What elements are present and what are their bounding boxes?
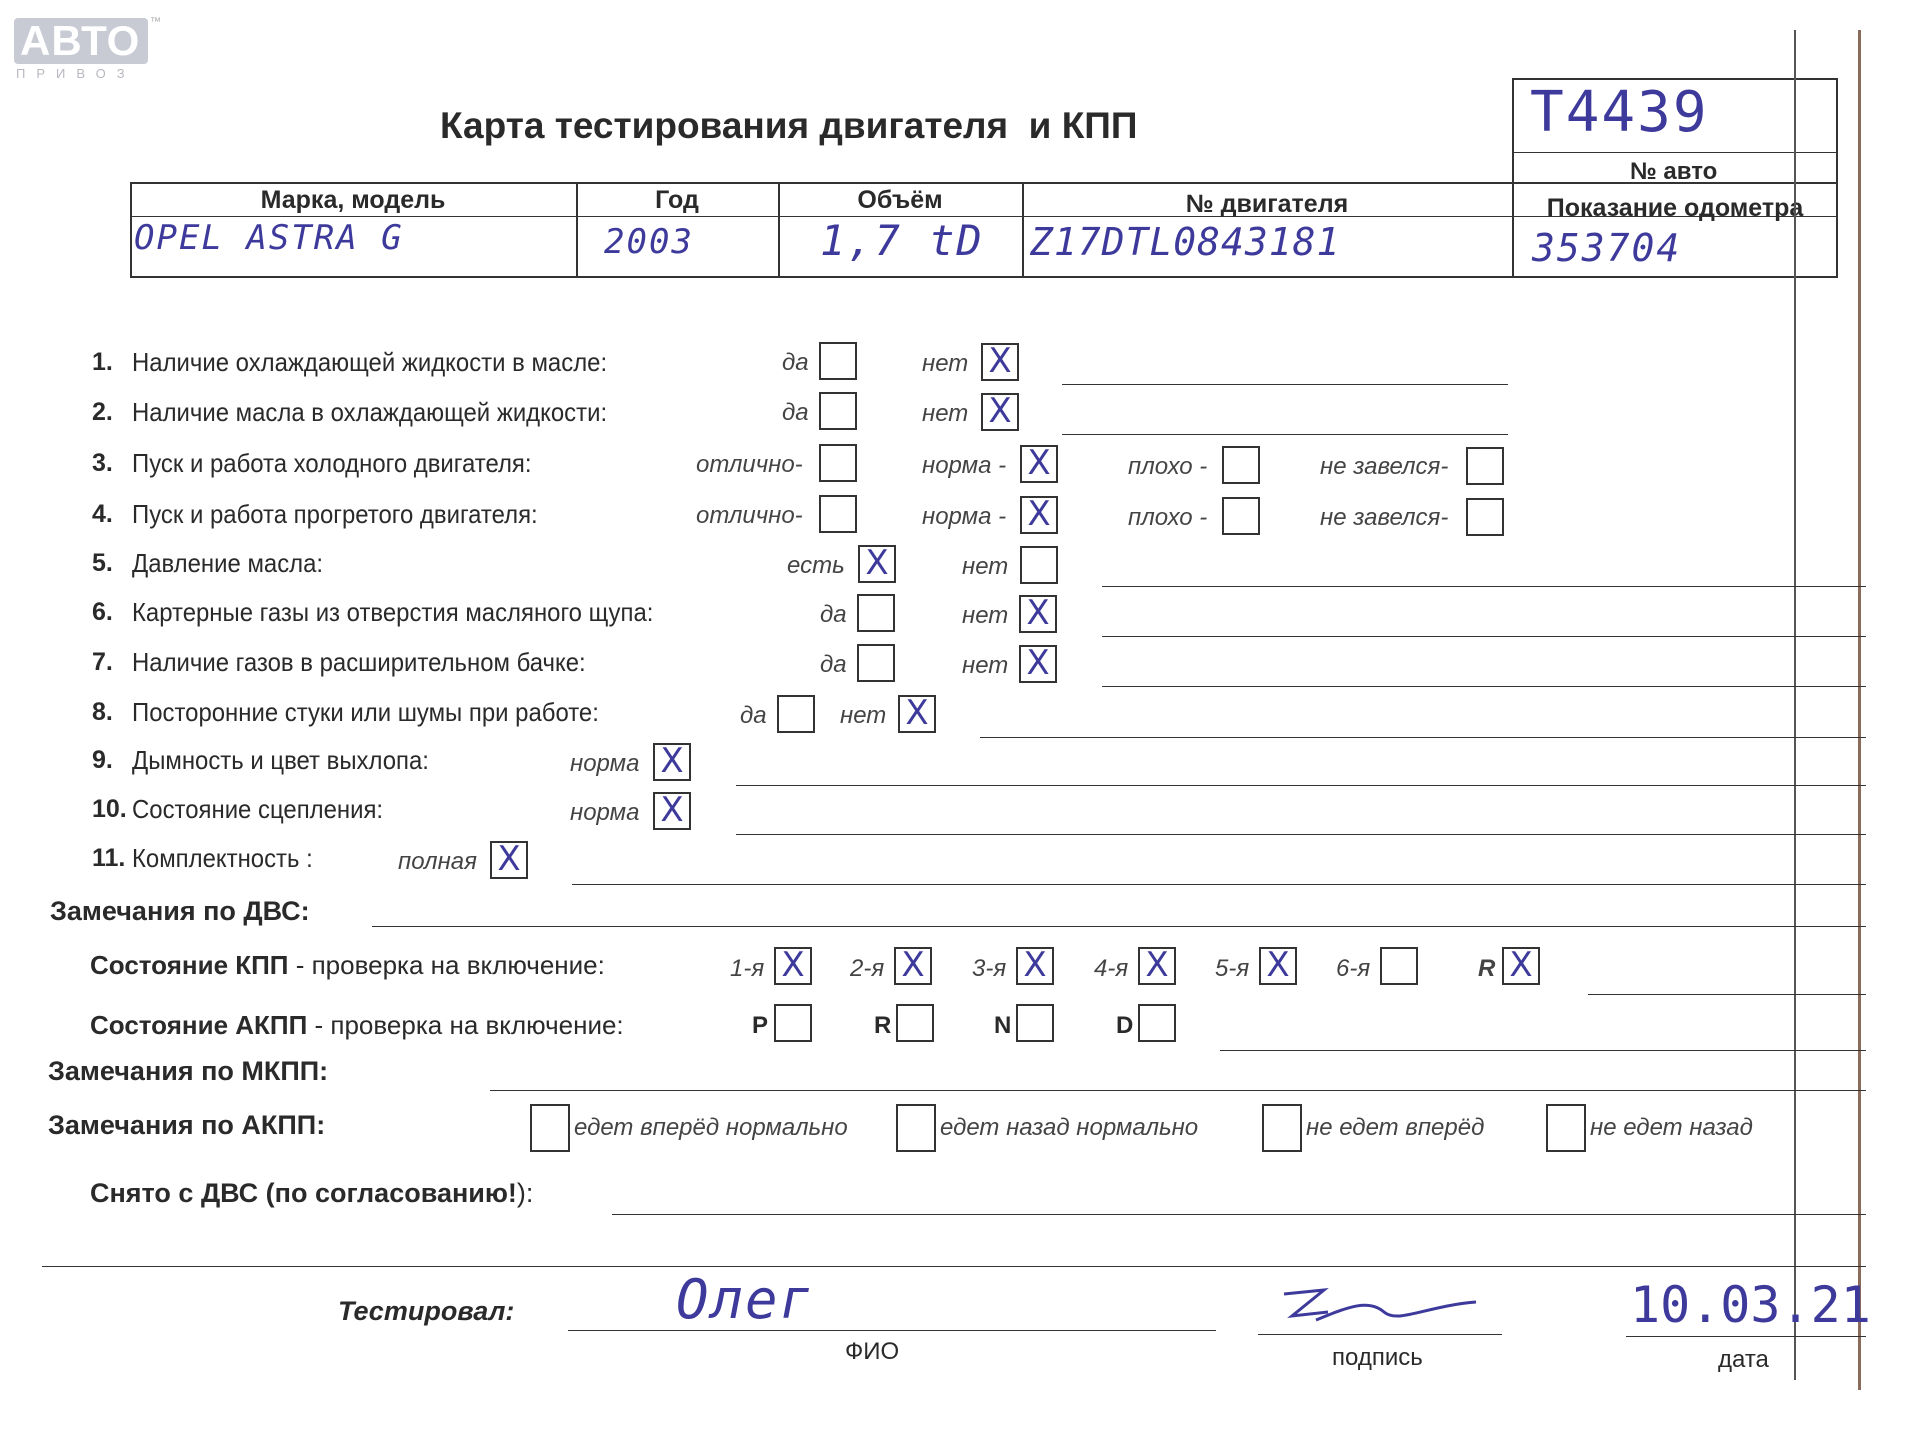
question-number: 7. [92,648,113,676]
car-number-label: № авто [1630,158,1718,185]
signature-label: подпись [1332,1344,1423,1371]
check-mark-icon: X [905,693,929,733]
option-yes-label: да [782,349,809,376]
option-bad-label: плохо - [1128,504,1208,531]
option-no-label: нет [922,400,969,427]
car-number-value: T4439 [1530,80,1709,145]
option-normal-label: норма - [922,452,1007,479]
answer-line [572,884,1866,885]
question-number: 6. [92,598,113,626]
gear-checkbox[interactable] [1138,947,1176,985]
gear-label: 2-я [850,955,885,982]
option-no-label: нет [840,702,887,729]
checkbox-excellent[interactable] [819,444,857,482]
question-text: Дымность и цвет выхлопа: [132,745,429,775]
checkbox-bad[interactable] [1222,446,1260,484]
answer-line [1102,586,1866,587]
remarks-mkpp-label: Замечания по МКПП: [48,1056,329,1086]
question-number: 11. [92,844,126,872]
checkbox-normal[interactable] [653,792,691,830]
gear-label: 5-я [1215,955,1250,982]
check-mark-icon: X [1509,945,1533,985]
akpp-label-rest: - проверка на включение: [307,1010,624,1040]
checkbox-normal[interactable] [653,743,691,781]
removed-label-bold: Снято с ДВС (по согласованию! [90,1178,517,1208]
checkbox-yes[interactable] [777,695,815,733]
answer-line [736,785,1866,786]
answer-line [1062,384,1508,385]
question-number: 8. [92,698,113,726]
mode-checkbox[interactable] [1016,1004,1054,1042]
option-yes-label: да [820,601,847,628]
akpp-remark-label: не едет вперёд [1306,1114,1485,1141]
option-excellent-label: отлично- [696,502,803,529]
question-number: 1. [92,348,113,376]
question-text: Посторонние стуки или шумы при работе: [132,697,599,727]
option-no-label: нет [922,350,969,377]
question-number: 4. [92,500,113,528]
question-number: 9. [92,746,113,774]
option-yes-label: да [820,651,847,678]
option-normal-label: норма [570,750,640,777]
mode-checkbox[interactable] [896,1004,934,1042]
kpp-label [90,950,605,981]
checkbox-no[interactable] [981,393,1019,431]
odometer-value: 353704 [1532,226,1682,270]
checkbox-normal[interactable] [1020,445,1058,483]
gear-checkbox[interactable] [1016,947,1054,985]
answer-line [980,737,1866,738]
check-mark-icon: X [988,391,1012,431]
option-not-started-label: не завелся- [1320,453,1449,480]
tester-name: Олег [676,1268,815,1331]
check-mark-icon: X [781,945,805,985]
year-label: Год [655,186,699,214]
tested-label: Тестировал: [338,1296,515,1326]
gear-label: 1-я [730,955,765,982]
akpp-label [90,1010,624,1041]
mode-checkbox[interactable] [774,1004,812,1042]
fio-label: ФИО [845,1338,900,1365]
gear-label: R [1478,955,1496,982]
mode-label: N [994,1012,1012,1039]
gear-label: 4-я [1094,955,1129,982]
checkbox-no[interactable] [1019,595,1057,633]
date-label: дата [1718,1346,1769,1373]
question-text: Комплектность : [132,843,313,873]
checkbox-yes[interactable] [819,342,857,380]
check-mark-icon: X [901,945,925,985]
check-mark-icon: X [1145,945,1169,985]
logo-text: АВТО [20,17,141,64]
check-mark-icon: X [1027,494,1051,534]
check-mark-icon: X [1027,443,1051,483]
logo [14,14,161,81]
gear-checkbox[interactable] [1259,947,1297,985]
check-mark-icon: X [497,839,521,879]
question-number: 2. [92,398,113,426]
brand-label: Марка, модель [260,186,446,214]
gear-label: 6-я [1336,955,1371,982]
check-mark-icon: X [1023,945,1047,985]
year-value: 2003 [604,222,694,262]
checkbox-yes[interactable] [819,392,857,430]
option-not-started-label: не завелся- [1320,504,1449,531]
removed-label [90,1178,533,1209]
date-value: 10.03.21 [1630,1276,1871,1334]
answer-line [1102,686,1866,687]
kpp-label-rest: - проверка на включение: [288,950,605,980]
question-text: Давление масла: [132,548,324,578]
question-number: 3. [92,449,113,477]
option-no-label: нет [962,553,1009,580]
mode-label: R [874,1012,892,1039]
checkbox-excellent[interactable] [819,495,857,533]
gear-checkbox[interactable] [1502,947,1540,985]
checkbox-bad[interactable] [1222,497,1260,535]
mode-label: D [1116,1012,1134,1039]
gear-checkbox[interactable] [1380,947,1418,985]
remarks-akpp-label: Замечания по АКПП: [48,1110,326,1140]
checkbox-no[interactable] [1020,546,1058,584]
akpp-remark-checkbox[interactable] [896,1104,936,1152]
option-normal-label: норма - [922,503,1007,530]
option-bad-label: плохо - [1128,453,1208,480]
engine-value: Z17DTL0843181 [1030,220,1341,264]
checkbox-no[interactable] [981,343,1019,381]
checkbox-yes[interactable] [857,594,895,632]
logo-subtext: ПРИВОЗ [16,66,136,81]
question-text: Наличие газов в расширительном бачке: [132,647,586,677]
checkbox-not-started[interactable] [1466,498,1504,536]
answer-line [1062,434,1508,435]
akpp-remark-label: не едет назад [1590,1114,1753,1141]
mode-checkbox[interactable] [1138,1004,1176,1042]
checkbox-no[interactable] [1019,645,1057,683]
question-text: Наличие охлаждающей жидкости в масле: [132,347,608,377]
question-text: Картерные газы из отверстия масляного щупа: [132,597,654,627]
brand-value: OPEL ASTRA G [134,218,404,258]
check-mark-icon: X [1266,945,1290,985]
logo-tm: ™ [150,16,161,28]
akpp-remark-label: едет назад нормально [940,1114,1199,1141]
page-title: Карта тестирования двигателя и КПП [440,105,1138,146]
option-present-label: есть [787,552,845,579]
remarks-ice-label: Замечания по ДВС: [50,896,310,926]
option-full-label: полная [398,848,477,875]
gear-checkbox[interactable] [894,947,932,985]
option-yes-label: да [782,399,809,426]
checkbox-not-started[interactable] [1466,447,1504,485]
check-mark-icon: X [865,543,889,583]
check-mark-icon: X [660,741,684,781]
gear-label: 3-я [972,955,1007,982]
check-mark-icon: X [660,790,684,830]
question-text: Пуск и работа прогретого двигателя: [132,499,538,529]
engine-label: № двигателя [1185,190,1349,218]
checkbox-yes[interactable] [857,644,895,682]
akpp-remark-label: едет вперёд нормально [574,1114,848,1141]
option-yes-label: да [740,702,767,729]
question-text: Состояние сцепления: [132,794,384,824]
akpp-remark-checkbox[interactable] [1262,1104,1302,1152]
akpp-remark-checkbox[interactable] [1546,1104,1586,1152]
question-number: 10. [92,795,127,823]
question-text: Наличие масла в охлаждающей жидкости: [132,397,608,427]
gear-checkbox[interactable] [774,947,812,985]
checkbox-normal[interactable] [1020,496,1058,534]
odometer-label: Показание одометра [1546,194,1804,222]
volume-label: Объём [857,186,943,214]
answer-line [1102,636,1866,637]
checkbox-no[interactable] [898,695,936,733]
signature-image [1256,1280,1496,1334]
check-mark-icon: X [1026,643,1050,683]
option-normal-label: норма [570,799,640,826]
check-mark-icon: X [988,341,1012,381]
mode-label: P [752,1012,769,1039]
akpp-label-bold: Состояние АКПП [90,1010,308,1040]
akpp-remark-checkbox[interactable] [530,1104,570,1152]
check-mark-icon: X [1026,593,1050,633]
option-no-label: нет [962,602,1009,629]
kpp-label-bold: Состояние КПП [90,950,289,980]
option-no-label: нет [962,652,1009,679]
question-text: Пуск и работа холодного двигателя: [132,448,532,478]
option-excellent-label: отлично- [696,451,803,478]
answer-line [736,834,1866,835]
checkbox-full[interactable] [490,841,528,879]
question-number: 5. [92,549,113,577]
volume-value: 1,7 tD [820,216,984,265]
removed-label-rest: ): [516,1178,534,1208]
checkbox-present[interactable] [858,545,896,583]
